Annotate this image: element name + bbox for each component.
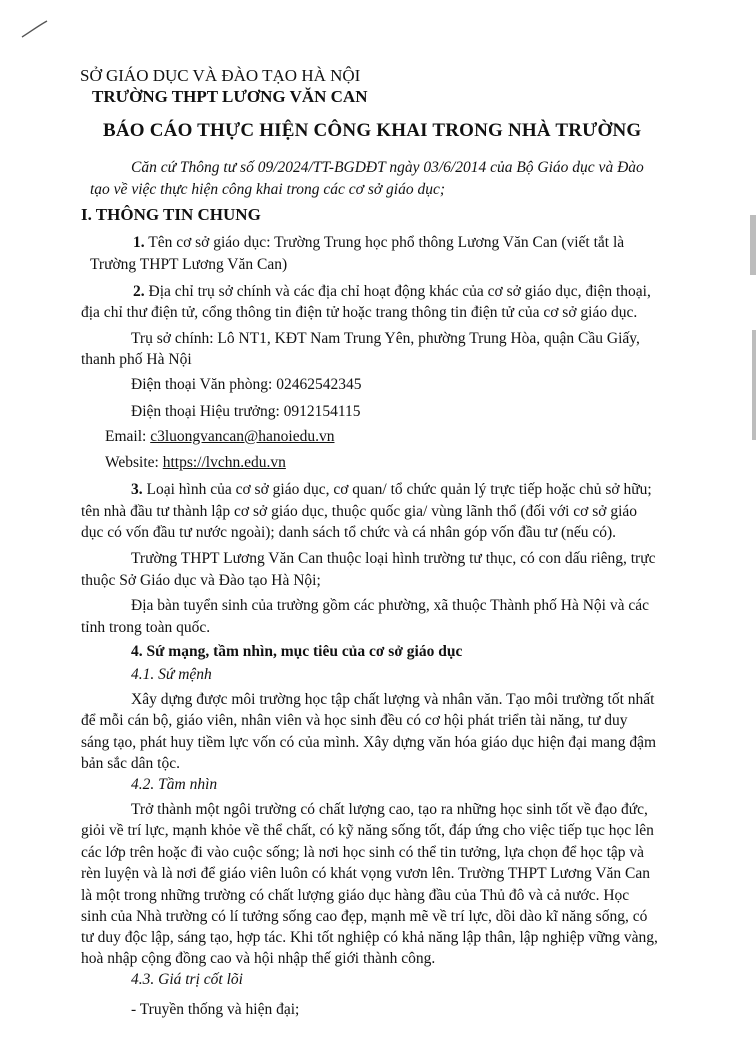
mission-line: Xây dựng được môi trường học tập chất lượng và nhân văn. Tạo môi trường tốt nhất: [131, 691, 655, 708]
school-type-cont: thuộc Sở Giáo dục và Đào tạo Hà Nội;: [81, 572, 321, 589]
item-1: [133, 233, 624, 253]
office-phone: Điện thoại Văn phòng: 02462542345: [131, 376, 362, 393]
vision-line: hoà nhập cộng đồng cao và hội nhập thế giới thành công.: [81, 950, 436, 967]
vision-line: các lớp trên hoặc đi vào cuộc sống; là nơi học sinh có thể tin tưởng, lựa chọn để học tập và: [81, 844, 645, 861]
core-value-item: - Truyền thống và hiện đại;: [131, 1001, 300, 1018]
address-line: Trụ sở chính: Lô NT1, KĐT Nam Trung Yên, phường Trung Hòa, quận Cầu Giấy,: [131, 330, 640, 347]
preamble-line: tạo về việc thực hiện công khai trong các cơ sở giáo dục;: [90, 181, 445, 198]
item-number: 1.: [133, 234, 145, 251]
vision-line: là một trong những trường có chất lượng giáo dục hàng đầu của Thủ đô và cả nước. Học: [81, 887, 630, 904]
section-heading: I. THÔNG TIN CHUNG: [81, 205, 261, 224]
item-number: 3.: [131, 481, 143, 498]
email-label: Email:: [105, 428, 151, 445]
pen-stroke-mark: [20, 18, 50, 40]
item-2-cont: địa chỉ thư điện tử, cổng thông tin điện tử hoặc trang thông tin điện tử của cơ sở giáo dục.: [81, 304, 638, 321]
mission-line: sáng tạo, phát huy tiềm lực vốn có của mình. Xây dựng văn hóa giáo dục hiện đại mang đậm: [81, 734, 657, 751]
item-3-cont: dục có vốn đầu tư nước ngoài); danh sách tổ chức và cá nhân góp vốn đầu tư (nếu có).: [81, 524, 617, 541]
item-4-heading: 4. Sứ mạng, tầm nhìn, mục tiêu của cơ sở giáo dục: [131, 643, 463, 660]
edge-shadow: [752, 330, 756, 440]
email-row: [105, 427, 335, 447]
website-label: Website:: [105, 454, 163, 471]
core-values-heading: 4.3. Giá trị cốt lõi: [131, 971, 243, 988]
mission-line: để mỗi cán bộ, giáo viên, nhân viên và học sinh đều có cơ hội phát triển tài năng, tư duy: [81, 712, 628, 729]
vision-heading: 4.2. Tầm nhìn: [131, 776, 218, 793]
document-title: BÁO CÁO THỰC HIỆN CÔNG KHAI TRONG NHÀ TRƯỜNG: [103, 120, 642, 141]
item-text: Địa chỉ trụ sở chính và các địa chỉ hoạt động khác của cơ sở giáo dục, điện thoại,: [144, 283, 651, 300]
mission-heading: 4.1. Sứ mệnh: [131, 666, 212, 683]
website-link[interactable]: https://lvchn.edu.vn: [162, 454, 286, 471]
principal-phone: Điện thoại Hiệu trưởng: 0912154115: [131, 403, 361, 420]
vision-line: tư duy độc lập, sáng tạo, hợp tác. Khi tốt nghiệp có khả năng lập thân, lập nghiệp vững vàng,: [81, 929, 658, 946]
item-text: Loại hình của cơ sở giáo dục, cơ quan/ tổ chức quản lý trực tiếp hoặc chủ sở hữu;: [142, 481, 652, 498]
vision-line: sinh của Nhà trường có lí tưởng sống cao đẹp, mạnh mẽ về trí lực, dồi dào kĩ năng sống, có: [81, 908, 648, 925]
item-text: Tên cơ sở giáo dục: Trường Trung học phổ thông Lương Văn Can (viết tắt là: [144, 234, 625, 251]
item-3: [131, 480, 652, 500]
address-line: thanh phố Hà Nội: [81, 351, 192, 368]
website-row: [105, 453, 286, 473]
department-name: SỞ GIÁO DỤC VÀ ĐÀO TẠO HÀ NỘI: [80, 66, 361, 85]
item-1-cont: Trường THPT Lương Văn Can): [90, 256, 288, 273]
item-2: [133, 282, 651, 302]
mission-line: bản sắc dân tộc.: [81, 755, 180, 772]
school-type: Trường THPT Lương Văn Can thuộc loại hình trường tư thục, có con dấu riêng, trực: [131, 550, 656, 567]
edge-shadow: [750, 215, 756, 275]
vision-line: Trở thành một ngôi trường có chất lượng cao, tạo ra những học sinh tốt về đạo đức,: [131, 801, 648, 818]
enrollment: Địa bàn tuyển sinh của trường gồm các phường, xã thuộc Thành phố Hà Nội và các: [131, 597, 650, 614]
item-number: 2.: [133, 283, 145, 300]
preamble-line: Căn cứ Thông tư số 09/2024/TT-BGDĐT ngày 03/6/2014 của Bộ Giáo dục và Đào: [131, 159, 644, 176]
vision-line: giỏi về trí lực, mạnh khỏe về thể chất, có kỹ năng sống tốt, đáp ứng cho việc tiếp tục học lên: [81, 822, 654, 839]
school-name: TRƯỜNG THPT LƯƠNG VĂN CAN: [92, 87, 368, 106]
item-3-cont: tên nhà đầu tư thành lập cơ sở giáo dục, thuộc quốc gia/ vùng lãnh thổ (đối với cơ sở giáo: [81, 503, 638, 520]
email-link[interactable]: c3luongvancan@hanoiedu.vn: [150, 428, 335, 445]
vision-line: rèn luyện và là nơi để giáo viên luôn có khát vọng vươn lên. Trường THPT Lương Văn Can: [81, 865, 650, 882]
enrollment-cont: tỉnh trong toàn quốc.: [81, 619, 211, 636]
